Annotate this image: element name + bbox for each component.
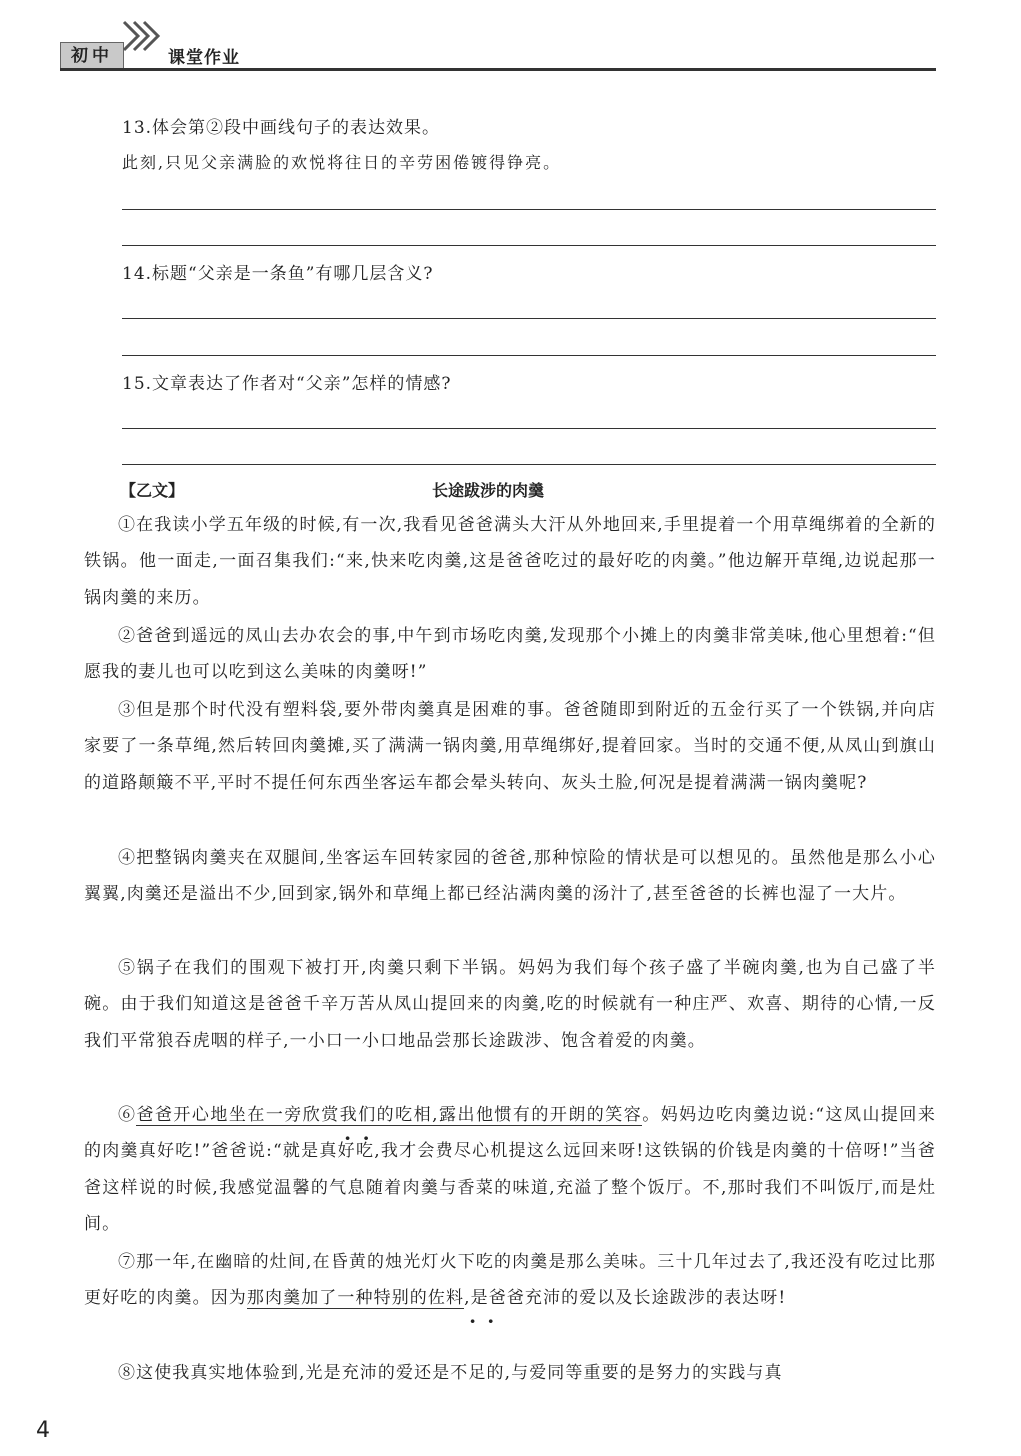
answer-line[interactable] — [122, 428, 936, 429]
answer-line[interactable] — [122, 355, 936, 356]
paragraph-8: ⑧这使我真实地体验到,光是充沛的爱还是不足的,与爱同等重要的是努力的实践与真 — [118, 1363, 783, 1383]
answer-line[interactable] — [122, 245, 936, 246]
underlined-sentence: 爸爸开心地坐在一旁欣 ·赏 ·我们的吃相,露出他惯有的开朗的笑容 — [136, 1105, 642, 1126]
passage-title: 长途跋涉的肉羹 — [432, 481, 545, 500]
answer-line[interactable] — [122, 464, 936, 465]
page-number: 4 — [36, 1418, 50, 1443]
chevron-icon — [120, 20, 164, 56]
series-title: 课堂作业 — [168, 48, 240, 68]
question-15: 15.文章表达了作者对“父亲”怎样的情感? — [122, 374, 452, 394]
paragraph-3: ③但是那个时代没有塑料袋,要外带肉羹真是困难的事。爸爸随即到附近的五金行买了一个铁锅,并向店家要了一条草绳,然后转回肉羹摊,买了满满一锅肉羹,用草绳绑好,提着回家。当时的交通不便,从凤山到旗山的道路颠簸不平,平时不提任何东西坐客运车都会晕头转向、灰头土脸,何况是提着满满一锅肉羹呢? — [84, 700, 936, 793]
emphasis-char: 赏 · — [321, 1105, 339, 1125]
paragraph-number: ⑥ — [118, 1105, 137, 1125]
question-13-quote: 此刻,只见父亲满脸的欢悦将往日的辛劳困倦镀得铮亮。 — [122, 153, 562, 172]
page-header — [60, 18, 936, 70]
emphasis-char: 佐 · — [428, 1288, 446, 1308]
emphasis-char: 欣 · — [303, 1105, 321, 1125]
emphasis-char: 料 · — [446, 1288, 464, 1308]
paragraph-5: ⑤锅子在我们的围观下被打开,肉羹只剩下半锅。妈妈为我们每个孩子盛了半碗肉羹,也为自己盛了半碗。由于我们知道这是爸爸千辛万苦从凤山提回来的肉羹,吃的时候就有一种庄严、欢喜、期待的心情,一反我们平常狼吞虎咽的样子,一小口一小口地品尝那长途跋涉、饱含着爱的肉羹。 — [84, 958, 936, 1051]
answer-line[interactable] — [122, 209, 936, 210]
paragraph-2: ②爸爸到遥远的凤山去办农会的事,中午到市场吃肉羹,发现那个小摊上的肉羹非常美味,他心里想着:“但愿我的妻儿也可以吃到这么美味的肉羹呀!” — [84, 626, 936, 683]
question-14: 14.标题“父亲是一条鱼”有哪几层含义? — [122, 264, 434, 284]
level-tag: 初中 — [60, 42, 124, 70]
underlined-phrase: 那肉羹加了一种特别的佐 ·料 · — [247, 1288, 464, 1309]
answer-line[interactable] — [122, 318, 936, 319]
paragraph-4: ④把整锅肉羹夹在双腿间,坐客运车回转家园的爸爸,那种惊险的情状是可以想见的。虽然他是那么小心翼翼,肉羹还是溢出不少,回到家,锅外和草绳上都已经沾满肉羹的汤汁了,甚至爸爸的长裤也湿了一大片。 — [84, 848, 936, 905]
section-label: 【乙文】 — [120, 481, 185, 500]
header-rule — [60, 68, 936, 71]
question-13: 13.体会第②段中画线句子的表达效果。 — [122, 118, 441, 138]
paragraph-1: ①在我读小学五年级的时候,有一次,我看见爸爸满头大汗从外地回来,手里提着一个用草绳绑着的全新的铁锅。他一面走,一面召集我们:“来,快来吃肉羹,这是爸爸吃过的最好吃的肉羹。”他边解开草绳,边说起那一锅肉羹的来历。 — [84, 515, 936, 608]
paragraph-6: ⑥爸爸开心地坐在一旁欣 ·赏 ·我们的吃相,露出他惯有的开朗的笑容。妈妈边吃肉羹边说:“这凤山提回来的肉羹真好吃!”爸爸说:“就是真好吃,我才会费尽心机提这么远回来呀!这铁锅的价钱是肉羹的十倍呀!”当爸爸这样说的时候,我感觉温馨的气息随着肉羹与香菜的味道,充溢了整个饭厅。不,那时我们不叫饭厅,而是灶间。 — [84, 1097, 936, 1242]
paragraph-7: ⑦那一年,在幽暗的灶间,在昏黄的烛光灯火下吃的肉羹是那么美味。三十几年过去了,我还没有吃过比那更好吃的肉羹。因为那肉羹加了一种特别的佐 ·料 ·,是爸爸充沛的爱以及长途跋涉的表达呀! — [84, 1244, 936, 1317]
